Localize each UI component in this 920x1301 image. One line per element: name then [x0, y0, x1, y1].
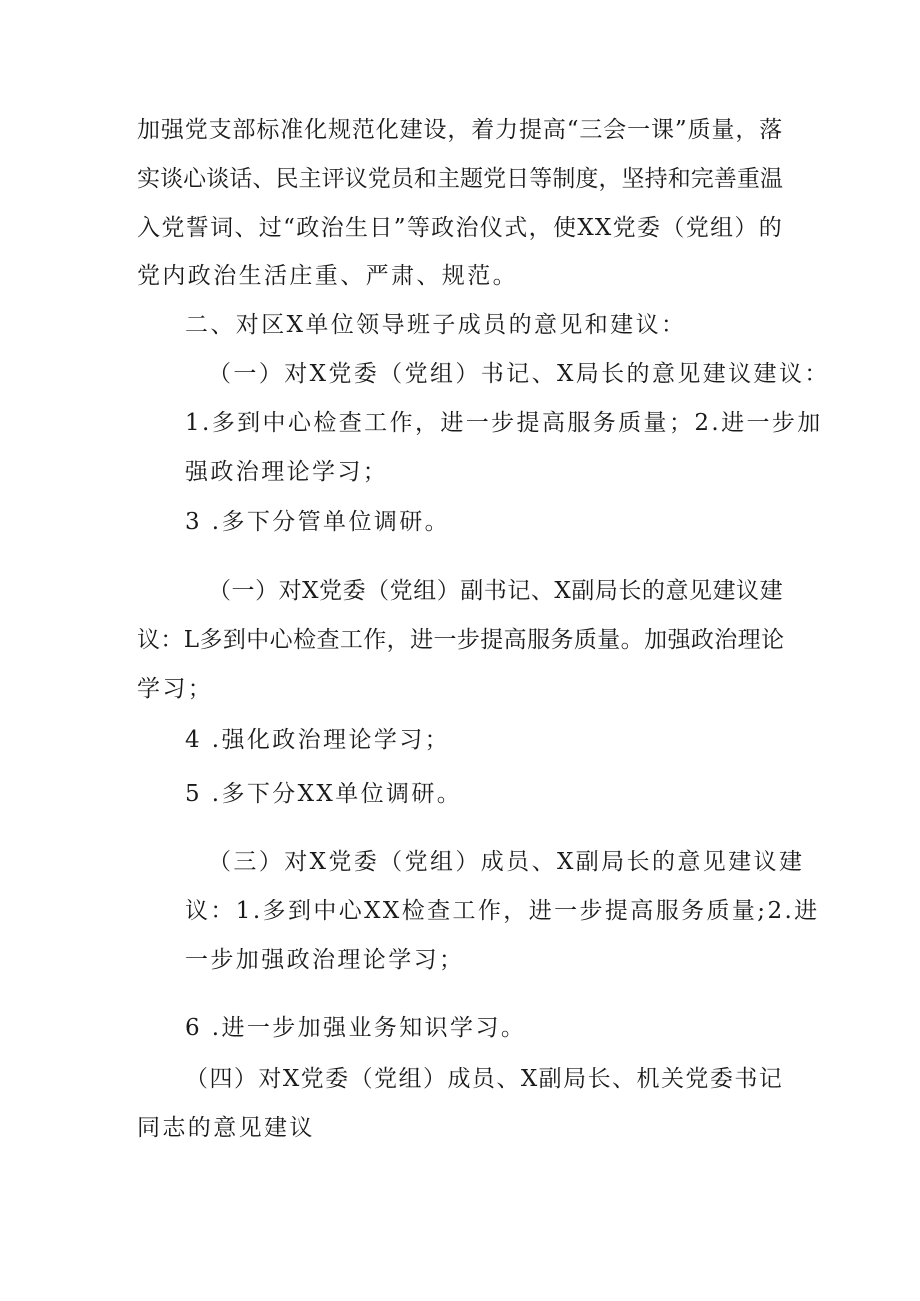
list-point: 5 .多下分XX单位调研。: [185, 781, 463, 807]
list-point: 4 .强化政治理论学习；: [185, 727, 451, 753]
paragraph-line: 议：1.多到中心XX检查工作，进一步提高服务质量;2.进: [185, 898, 820, 924]
paragraph-line: 强政治理论学习；: [185, 459, 389, 485]
paragraph-line: 议：L多到中心检查工作，进一步提高服务质量。加强政治理论: [137, 627, 785, 653]
paragraph-line: 加强党支部标准化规范化建设，着力提高“三会一课”质量，落: [137, 117, 783, 143]
item-heading: （一）对X党委（党组）书记、X局长的意见建议建议：: [208, 361, 830, 387]
section-heading: 二、对区X单位领导班子成员的意见和建议：: [185, 312, 687, 338]
list-point: 6 .进一步加强业务知识学习。: [185, 1015, 527, 1041]
paragraph-line: 1.多到中心检查工作，进一步提高服务质量；2.进一步加: [185, 410, 823, 436]
paragraph-line: 一步加强政治理论学习；: [185, 947, 465, 973]
paragraph-line: 入党誓词、过“政治生日”等政治仪式，使XX党委（党组）的: [137, 215, 783, 241]
item-heading: （一）对X党委（党组）副书记、X副局长的意见建议建: [208, 578, 783, 604]
list-point: 3 .多下分管单位调研。: [185, 509, 451, 535]
item-heading: （三）对X党委（党组）成员、X副局长的意见建议建: [208, 849, 805, 875]
paragraph-line: 学习；: [137, 676, 214, 702]
item-heading: （四）对X党委（党组）成员、X副局长、机关党委书记: [185, 1066, 783, 1092]
paragraph-line: 实谈心谈话、民主评议党员和主题党日等制度，坚持和完善重温: [137, 166, 783, 192]
paragraph-line: 同志的意见建议: [137, 1115, 315, 1141]
paragraph-line: 党内政治生活庄重、严肃、规范。: [137, 263, 518, 289]
